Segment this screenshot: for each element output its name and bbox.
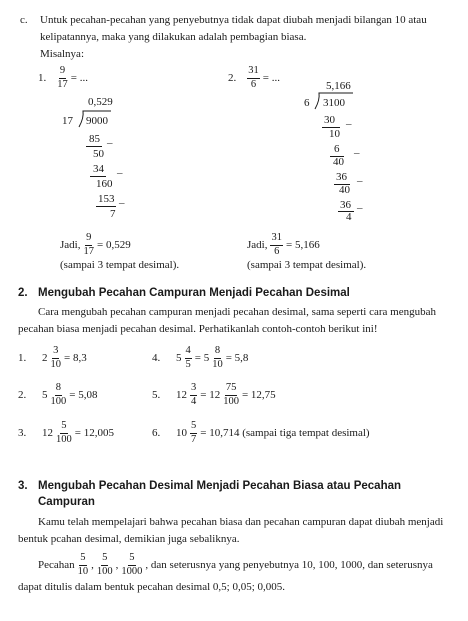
numerator: 5: [60, 421, 67, 434]
fraction: [247, 66, 260, 90]
section-3-para-line1: Kamu telah mempelajari bahwa pecahan biasa dan pecahan campuran dapat diubah menjadi: [38, 516, 444, 528]
denominator: 6: [274, 245, 280, 257]
section-3-line2: dapat ditulis dalam bentuk pecahan desimal 0,5; 0,05; 0,005.: [18, 581, 285, 593]
ld1-divisor: 17: [62, 115, 73, 127]
numerator: 9: [85, 233, 92, 246]
numerator: 5: [79, 553, 86, 566]
ld2-step: 36: [336, 171, 347, 183]
example-number: 2.: [18, 389, 27, 401]
example-number: 1.: [38, 72, 47, 84]
ld2-dividend: 3100: [323, 97, 345, 109]
ld1-dividend: 9000: [86, 115, 108, 127]
example-number: 5.: [152, 389, 161, 401]
example-2-note: (sampai 3 tempat desimal).: [247, 259, 367, 271]
section-2-para-line2: pecahan biasa menjadi pecahan desimal. Perhatikanlah contoh-contoh berikut ini!: [18, 323, 378, 335]
fraction: [83, 233, 94, 257]
denominator: 6: [250, 78, 257, 90]
example-1-header: [38, 66, 88, 90]
example-number: 6.: [152, 427, 161, 439]
denominator: 1000: [121, 565, 143, 577]
fraction: [270, 233, 283, 257]
denominator: 10: [50, 358, 61, 370]
ld2-divisor: 6: [304, 97, 310, 109]
example-number: 3.: [18, 427, 27, 439]
whole-part: 5: [42, 389, 48, 401]
numerator: 5: [101, 553, 108, 566]
example-number: 4.: [152, 352, 161, 364]
section-2-title: Mengubah Pecahan Campuran Menjadi Pecahan Desimal: [38, 287, 350, 299]
result-value: = 0,529: [96, 239, 131, 251]
example-number: 2.: [228, 72, 237, 84]
whole-part: 12: [176, 389, 187, 401]
fraction: [121, 553, 142, 577]
fraction: [190, 421, 197, 445]
fraction: [56, 421, 72, 445]
fraction: [223, 383, 239, 407]
section-3-title-line1: Mengubah Pecahan Desimal Menjadi Pecahan Biasa atau Pecahan: [38, 480, 402, 492]
fraction: [57, 66, 68, 90]
section-c-line2: kelipatannya, maka yang dilakukan adalah pembagian biasa.: [40, 31, 307, 43]
section-3-number: 3.: [18, 480, 28, 492]
whole-part: 2: [42, 352, 48, 364]
denominator: 10: [212, 358, 223, 370]
example-number: 1.: [18, 352, 27, 364]
mixed-example-2: [18, 383, 97, 407]
example-1-result: [60, 233, 131, 257]
section-c-marker: c.: [20, 14, 28, 26]
result: = 12,005: [74, 427, 114, 439]
numerator: 3: [190, 383, 197, 396]
section-c-line1: Untuk pecahan-pecahan yang penyebutnya tidak dapat diubah menjadi bilangan 10 atau: [40, 14, 427, 26]
ld2-step: 30: [324, 114, 335, 126]
fraction: [51, 346, 62, 370]
ld1-step: 7: [110, 208, 116, 220]
numerator: 4: [185, 346, 192, 359]
denominator: 7: [191, 433, 197, 445]
ld1-step: 160: [96, 178, 113, 190]
fraction: [51, 383, 67, 407]
numerator: 31: [247, 66, 260, 79]
mixed-example-1: [18, 346, 87, 370]
fraction: [212, 346, 223, 370]
ld1-step: 34: [93, 163, 104, 175]
section-2-number: 2.: [18, 287, 28, 299]
equals: = ...: [70, 72, 88, 84]
denominator: 17: [83, 245, 94, 257]
equals: = ...: [262, 72, 280, 84]
denominator: 17: [57, 78, 68, 90]
result-prefix: Jadi,: [60, 239, 81, 251]
example-1-note: (sampai 3 tempat desimal).: [60, 259, 180, 271]
result: = 5,08: [69, 389, 98, 401]
ld1-step: 153: [98, 193, 115, 205]
example-2-header: [228, 66, 280, 90]
ld2-step: 36: [340, 199, 351, 211]
fraction: [97, 553, 113, 577]
mixed-example-5: [152, 383, 276, 407]
result: = 10,714 (sampai tiga tempat desimal): [200, 427, 370, 439]
ld2-quotient: 5,166: [326, 80, 351, 92]
numerator: 5: [190, 421, 197, 434]
whole-part: 10: [176, 427, 187, 439]
section-3-fraction-line: Pecahan $\frac{5}{10}$ , $\frac{5}{100}$ , $\frac{5}{1000}$ , dan seterusnya yang penyebutnya 10, 100, 1000, dan seterusnya: [38, 552, 433, 577]
fraction: [185, 346, 192, 370]
line-prefix: Pecahan: [38, 559, 75, 571]
denominator: 4: [191, 395, 197, 407]
section-2-para-line1: Cara mengubah pecahan campuran menjadi pecahan desimal, sama seperti cara mengubah: [38, 306, 436, 318]
middle-whole: = 12: [200, 389, 221, 401]
mixed-example-6: [152, 421, 370, 445]
numerator: 75: [225, 383, 238, 396]
ld2-step: 40: [333, 156, 344, 168]
mixed-example-3: [18, 421, 114, 445]
denominator: 100: [50, 395, 67, 407]
denominator: 100: [223, 395, 239, 407]
denominator: 5: [185, 358, 191, 370]
ld2-step: 6: [334, 143, 340, 155]
line-suffix: , dan seterusnya yang penyebutnya 10, 100, 1000, dan seterusnya: [145, 559, 433, 571]
middle-whole: = 5: [194, 352, 210, 364]
ld2-step: 4: [346, 211, 352, 223]
ld1-quotient: 0,529: [88, 96, 113, 108]
numerator: 5: [128, 553, 135, 566]
whole-part: 12: [42, 427, 53, 439]
result: = 8,3: [64, 352, 87, 364]
result-prefix: Jadi,: [247, 239, 268, 251]
result: = 5,8: [225, 352, 249, 364]
denominator: 10: [77, 565, 89, 577]
whole-part: 5: [176, 352, 182, 364]
section-3-title-line2: Campuran: [38, 496, 95, 508]
numerator: 9: [59, 66, 66, 79]
numerator: 3: [52, 346, 59, 359]
fraction: [78, 553, 89, 577]
ld1-step: 50: [93, 148, 104, 160]
section-c-line3: Misalnya:: [40, 48, 84, 60]
denominator: 100: [96, 565, 113, 577]
denominator: 100: [56, 433, 72, 445]
ld2-step: 40: [339, 184, 350, 196]
result: = 12,75: [241, 389, 276, 401]
result-value: = 5,166: [285, 239, 320, 251]
mixed-example-4: [152, 346, 248, 370]
example-2-result: [247, 233, 320, 257]
numerator: 8: [214, 346, 221, 359]
numerator: 8: [55, 383, 62, 396]
fraction: [190, 383, 197, 407]
numerator: 31: [270, 233, 283, 246]
ld2-step: 10: [329, 128, 340, 140]
section-3-para-line2: bentuk pcahan desimal, demikian juga sebaliknya.: [18, 533, 240, 545]
ld1-step: 85: [89, 133, 100, 145]
